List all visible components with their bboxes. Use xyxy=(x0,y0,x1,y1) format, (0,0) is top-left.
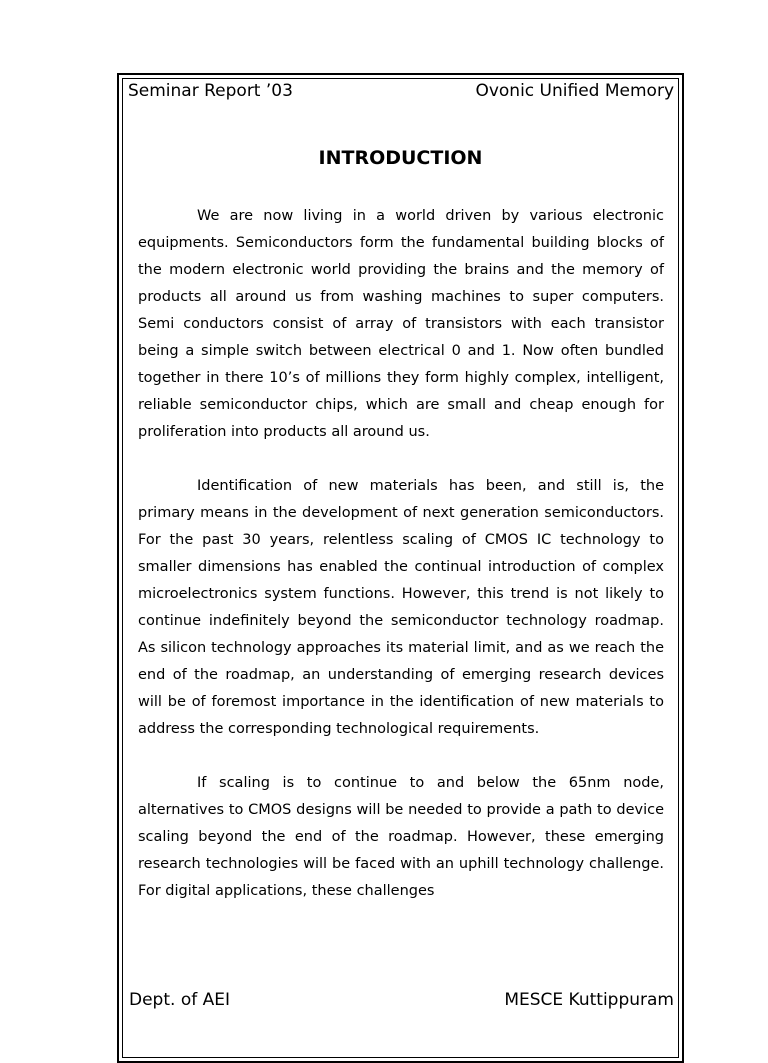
footer-institution: MESCE Kuttippuram xyxy=(504,990,674,1010)
footer-department: Dept. of AEI xyxy=(129,990,230,1010)
body-text xyxy=(138,203,664,932)
paragraph: Identification of new materials has been, and still is, the primary means in the development of next generation semiconductors. For the past 30 years, relentless scaling of CMOS IC technology to smaller dimensions has enabled the continual introduction of complex microelectronics system functions. However, this trend is not likely to continue indefinitely beyond the semiconductor technology roadmap. As silicon technology approaches its material limit, and as we reach the end of the roadmap, an understanding of emerging research devices will be of foremost importance in the identification of new materials to address the corresponding technological requirements. xyxy=(138,478,664,737)
paragraph: We are now living in a world driven by various electronic equipments. Semiconductors form the fundamental building blocks of the modern electronic world providing the brains and the memory of products all around us from washing machines to super computers. Semi conductors consist of array of transistors with each transistor being a simple switch between electrical 0 and 1. Now often bundled together in there 10’s of millions they form highly complex, intelligent, reliable semiconductor chips, which are small and cheap enough for proliferation into products all around us. xyxy=(138,208,664,440)
header-topic-title: Ovonic Unified Memory xyxy=(475,81,674,101)
header-report-title: Seminar Report ’03 xyxy=(128,81,293,101)
paragraph: If scaling is to continue to and below the 65nm node, alternatives to CMOS designs will be needed to provide a path to device scaling beyond the end of the roadmap. However, these emerging research technologies will be faced with an uphill technology challenge. For digital applications, these challenges xyxy=(138,775,664,899)
section-heading: INTRODUCTION xyxy=(318,147,483,169)
